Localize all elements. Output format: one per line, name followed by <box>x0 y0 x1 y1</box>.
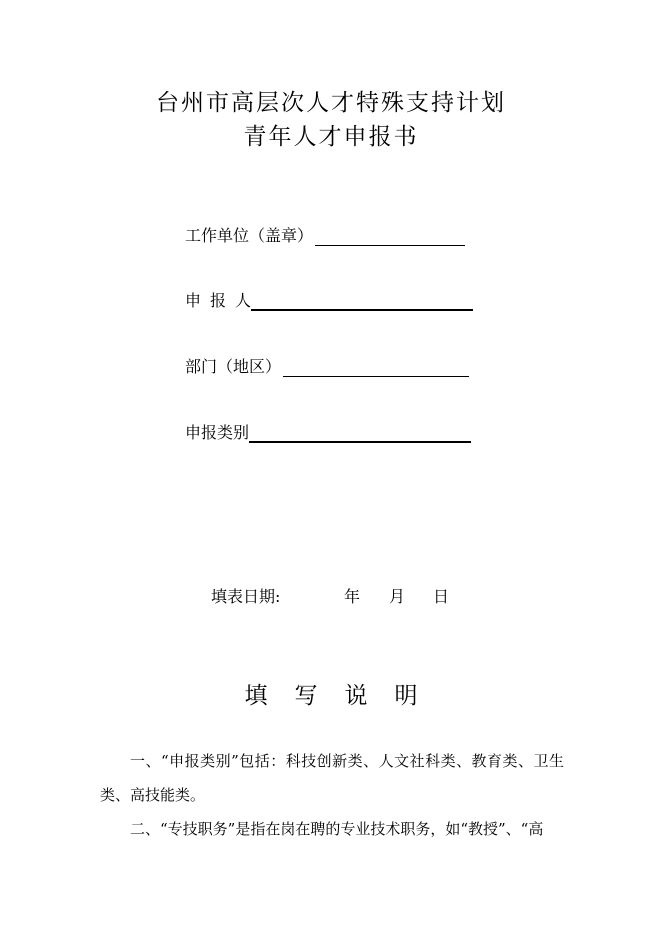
work-unit-field <box>185 222 465 246</box>
work-unit-blank-line[interactable] <box>315 227 465 246</box>
department-label: 部门（地区） <box>185 357 282 376</box>
date-month-label: 月 <box>389 587 406 606</box>
category-label: 申报类别 <box>185 423 250 442</box>
instructions-heading: 填写说明 <box>244 683 445 709</box>
date-year-label: 年 <box>344 587 361 606</box>
applicant-blank-line[interactable] <box>251 291 473 311</box>
document-title-line2: 青年人才申报书 <box>243 124 419 150</box>
category-field <box>185 419 471 443</box>
work-unit-label: 工作单位（盖章） <box>185 226 314 245</box>
department-field <box>185 353 469 377</box>
instruction-item-1: 一、“申报类别”包括：科技创新类、人文社科类、教育类、卫生类、高技能类。 <box>100 752 564 804</box>
category-blank-line[interactable] <box>249 423 471 443</box>
applicant-label: 申报人 <box>185 291 261 310</box>
instruction-item-2: 二、“专技职务”是指在岗在聘的专业技术职务，如“教授”、“高 <box>130 820 544 838</box>
department-blank-line[interactable] <box>283 358 469 377</box>
date-day-label: 日 <box>433 587 450 606</box>
fill-date-label: 填表日期: <box>211 587 281 606</box>
document-title-line1: 台州市高层次人才特殊支持计划 <box>156 90 506 116</box>
applicant-field <box>185 287 473 311</box>
